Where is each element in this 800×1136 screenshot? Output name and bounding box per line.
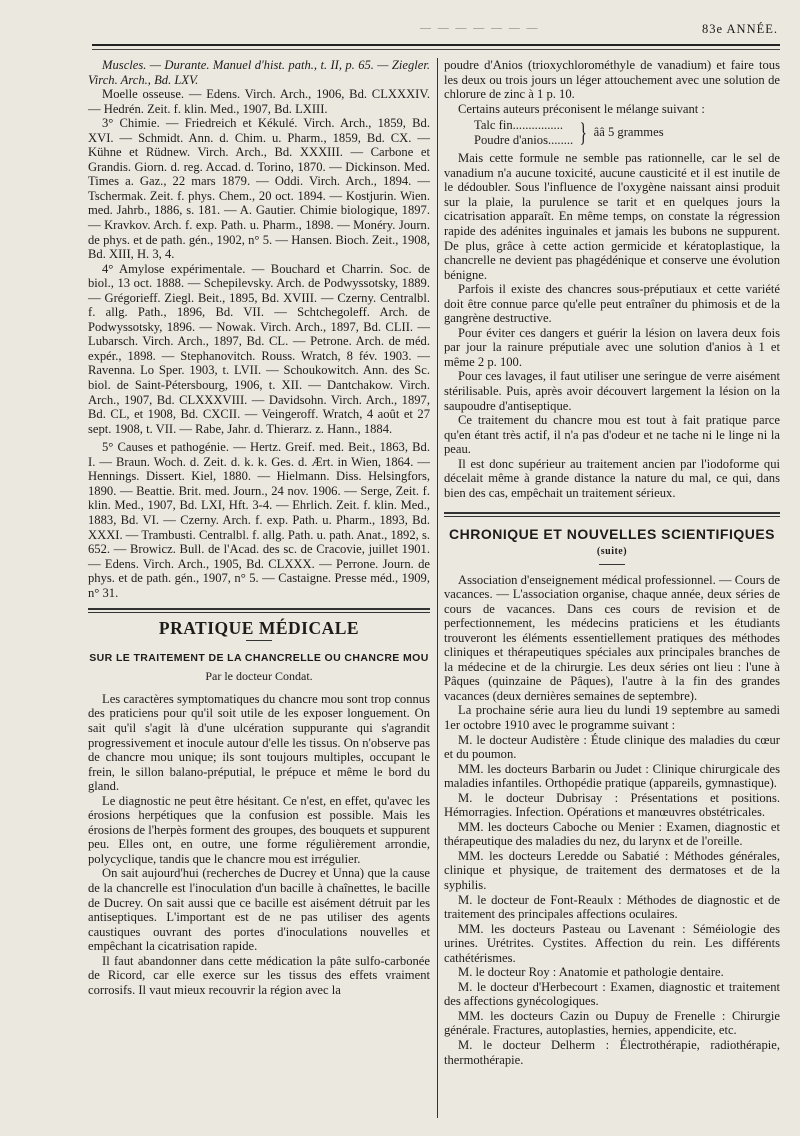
- article-continued-para-8: Il est donc supérieur au traitement ancien par l'iodoforme qui décelait même à grande distance la nature du mal, ce qui, dans bien des cas, empêchait un traitement sérieux.: [444, 456, 780, 500]
- course-item: M. le docteur Audistère : Étude clinique des maladies du cœur et du poumon.: [444, 732, 780, 762]
- section-title-pratique: PRATIQUE MÉDICALE: [158, 618, 360, 639]
- running-head: [0, 0, 800, 40]
- refs-causes: 5° Causes et pathogénie. — Hertz. Greif. med. Beit., 1863, Bd. I. — Braun. Woch. d. Zeit. d. k. k. Ges. d. Ært. in Wien, 1864. — Hennings. Dissert. Kiel, 1880. — Hielmann. Diss. Helsingfors, 1890. — Beattie. Brit. med. Journ., 24 nov. 1906. — Serge, Zeit. f. klin. Med., 1907, Bd. LXI, Hft. 3-4. — Ehrlich. Zeit. f. klin. Med., 1883, Bd. VI. — Czerny. Arch. f. exp. Path. u. Pharm., 1893, Bd. XXXI. — Trambusti. Centralbl. f. allg. Path. u. path. Anat., 1892, s. 652. — Browicz. Bull. de l'Acad. des sc. de Cracovie, juillet 1901. — Edens. Virch. Arch., 1905, Bd. CLXXX. — Perrone. Journ. de phys. et de path. gén., 1907, n° 5. — Castaigne. Presse méd., 1909, n° 31.: [88, 440, 430, 600]
- formula-table: [474, 118, 780, 147]
- article-continued-para-2: Certains auteurs préconisent le mélange suivant :: [458, 101, 705, 116]
- course-item: M. le docteur d'Herbecourt : Examen, diagnostic et traitement des affections gynécologiques.: [444, 979, 780, 1009]
- formula-row-talc: Talc fin................: [474, 118, 564, 133]
- association-para: Association d'enseignement médical professionnel. — Cours de vacances. — L'association organise, chaque année, deux séries de cours de vacances. Dans ces cours de revision et de perfectionnement, les médecins praticiens et les étudiants trouveront les éléments essentiellement pratiques des méthodes cliniques et thérapeutiques spéciales aux principales branches de la médecine et de la chirurgie. Les deux séries ont lieu : l'une à Pâques (quinzaine de Pâques), l'autre à la fin des grandes vacances (deux dernières semaines de septembre).: [444, 572, 780, 703]
- course-item: M. le docteur Roy : Anatomie et pathologie dentaire.: [458, 965, 724, 980]
- refs-chimie: 3° Chimie. — Friedreich et Kékulé. Virch. Arch., 1859, Bd. XVI. — Schmidt. Ann. d. Chim. u. Pharm., 1859, Bd. CX. — Kühne et Rüdnew. Virch. Arch., Bd. XXXIII. — Carbone et Grandis. Giorn. d. reg. Accad. d. Torino, 1870. — Dickinson. Med. Times a. Gaz., 22 mars 1879. — Oddi. Virch. Arch., 1894. — Tschermak. Zeit. f. phys. Chem., 20 oct. 1894. — Kostjurin. Wien. med. Jahrb., 1886, s. 181. — A. Gautier. Chimie biologique, 1897. — Kravkov. Arch. f. exp. Path. u. Pharm., 1898. — Monéry. Journ. de phys. et de path. gén., 1902, n° 5. — Hansen. Bioch. Zeit., 1908, Bd. XIII, H. 3, 4.: [88, 116, 430, 262]
- section-suite: (suite): [596, 545, 628, 557]
- series-para: La prochaine série aura lieu du lundi 19 septembre au samedi 1er octobre 1910 avec le programme suivant :: [444, 703, 780, 732]
- chronique-rule-top: [444, 512, 780, 514]
- article-continued-para-6: Pour ces lavages, il faut utiliser une seringue de verre aisément stérilisable. Puis, après avoir découvert largement la lésion on la saupoudre d'antiseptique.: [444, 369, 780, 413]
- refs-amylose: 4° Amylose expérimentale. — Bouchard et Charrin. Soc. de biol., 13 oct. 1888. — Schepilevsky. Arch. de Podwyssotsky, 1889. — Grégorieff. Ziegl. Beit., 1895, Bd. XVIII. — Czerny. Centralbl. f. allg. Path., 1896, Bd. VII. — Schtchegoleff. Arch. de Podwyssotsky, 1896. — Nowak. Virch. Arch., 1897, Bd. CLII. — Lubarsch. Virch. Arch., 1897, Bd. CL. — Petrone. Arch. de méd. expér., 1898. — Stephanovitch. Rouss. Wratch, 8 fév. 1903. — Ravenna. Lo Sper. 1903, t. LVII. — Schoukowitch. Ann. des Sc. biol. de Saint-Pétersbourg, 1906, t. XII. — Dantchakow. Virch. Arch., 1907, Bd. CLXXXVIII. — Davidsohn. Virch. Arch., 1897, Bd. CL, et 1908, Bd. CXCII. — Veingeroff. Wratch, 4 août et 27 sept. 1908, t. VII. — Rabe, Jahr. d. Thierarz. z. Hann., 1884.: [88, 261, 430, 436]
- article-para-2: Le diagnostic ne peut être hésitant. Ce n'est, en effet, qu'avec les érosions herpétiques que la confusion est possible. Mais les érosions de l'herpès forment des groupes, des bouquets et suppurent peu. Elles ont, en outre, une forme régulièrement arrondie, polycyclique, tandis que le chancre mou est irrégulier.: [88, 793, 430, 866]
- header-rule: [92, 44, 780, 46]
- article-title: SUR LE TRAITEMENT DE LA CHANCRELLE OU CHANCRE MOU: [89, 651, 429, 664]
- running-head-left: — — — — — — —: [420, 22, 540, 34]
- section-rule-top: [88, 608, 430, 610]
- course-item: MM. les docteurs Barbarin ou Judet : Clinique chirurgicale des maladies infantiles. Orthopédie pratique (appareils, gymnastique).: [444, 761, 780, 791]
- chronique-dash: [599, 564, 625, 565]
- course-item: M. le docteur de Font-Reaulx : Méthodes de diagnostic et de traitement des principales affections oculaires.: [444, 892, 780, 922]
- header-rule-thin: [92, 49, 780, 50]
- article-continued-para-5: Pour éviter ces dangers et guérir la lésion on lavera deux fois par jour la rainure préputiale avec une solution d'anios à 1 et même 2 p. 100.: [444, 325, 780, 369]
- article-para-1: Les caractères symptomatiques du chancre mou sont trop connus des praticiens pour qu'il soit utile de les exposer longuement. On sait qu'il s'agit là d'une ulcération suppurante qui s'agrandit progressivement et inocule autour d'elle les tissus. On n'observe pas de chancre mou unique; ils sont toujours multiples, occupant le frein, le sillon balano-préputial, le prépuce et même le bord du gland.: [88, 691, 430, 794]
- article-continued-para-3: Mais cette formule ne semble pas rationnelle, car le sel de vanadium n'a aucune toxicité, aucune causticité et il est inutile de le dédoubler. Sous l'influence de l'oxygène naissant ainsi produit sur la plaie, la purulence se tarit et en quelques jours la cicatrisation apparaît. En même temps, on constate la régression rapide des adénites inguinales et jamais les bubons ne suppurent. De plus, grâce à cette action germicide et kératoplastique, la chancrelle ne devient pas phagédénique et conserve une évolution bénigne.: [444, 151, 780, 282]
- article-byline: Par le docteur Condat.: [205, 669, 313, 684]
- formula-row-anios: Poudre d'anios........: [474, 132, 574, 147]
- course-item: M. le docteur Delherm : Électrothérapie, radiothérapie, thermothérapie.: [444, 1038, 780, 1067]
- course-item: M. le docteur Dubrisay : Présentations et positions. Hémorragies. Infection. Opérations et manœuvres obstétricales.: [444, 790, 780, 820]
- left-column: [88, 58, 430, 997]
- running-head-right: 83e ANNÉE.: [702, 22, 778, 36]
- title-dash: [246, 640, 272, 641]
- refs-moelle: Moelle osseuse. — Edens. Virch. Arch., 1906, Bd. CLXXXIV. — Hedrén. Zeit. f. klin. Med., 1907, Bd. LXIII.: [88, 87, 430, 116]
- formula-dose: ââ 5 grammes: [593, 125, 664, 140]
- article-continued-para-7: Ce traitement du chancre mou est tout à fait pratique parce qu'en étant très actif, il n'a pas d'odeur et ne tache ni le linge ni la peau.: [444, 413, 780, 457]
- article-para-3: On sait aujourd'hui (recherches de Ducrey et Unna) que la cause de la chancrelle est l'inoculation d'un bacille à chaînettes, le bacille de Ducrey. On sait aussi que ce bacille est aisément détruit par les antiseptiques. L'important est de ne pas utiliser des agents caustiques ouvrant des portes d'inoculations nouvelles et empêchant la cicatrisation rapide.: [88, 866, 430, 954]
- course-item: MM. les docteurs Leredde ou Sabatié : Méthodes générales, clinique et physique, de traitement des dermatoses et de la syphilis.: [444, 848, 780, 892]
- right-column: [444, 58, 780, 1067]
- course-item: MM. les docteurs Cazin ou Dupuy de Frenelle : Chirurgie générale. Fractures, autoplasties, hernies, appendicite, etc.: [444, 1008, 780, 1038]
- refs-muscles: Muscles. — Durante. Manuel d'hist. path., t. II, p. 65. — Ziegler. Virch. Arch., Bd. LXV.: [88, 58, 430, 87]
- course-item: MM. les docteurs Pasteau ou Lavenant : Séméiologie des urines. Urétrites. Cystites. Affection du rein. Les différents cathétérismes.: [444, 921, 780, 965]
- formula-brace: }: [579, 117, 588, 147]
- article-continued-para-4: Parfois il existe des chancres sous-préputiaux et cette variété doit être connue parce qu'elle peut entraîner du phimosis et de la gangrène destructive.: [444, 282, 780, 326]
- article-para-4: Il faut abandonner dans cette médication la pâte sulfo-carbonée de Ricord, car elle exerce sur les tissus des effets vraiment corrosifs. Il vaut mieux recouvrir la région avec la: [88, 953, 430, 997]
- article-continued-para-1: poudre d'Anios (trioxychlorométhyle de vanadium) et faire tous les deux ou trois jours un léger attouchement avec une solution de chlorure de zinc à 1 p. 10.: [444, 58, 780, 102]
- course-item: MM. les docteurs Caboche ou Menier : Examen, diagnostic et thérapeutique des maladies du nez, du larynx et de l'oreille.: [444, 819, 780, 849]
- column-divider: [437, 58, 438, 1118]
- section-title-chronique: CHRONIQUE ET NOUVELLES SCIENTIFIQUES: [448, 526, 776, 543]
